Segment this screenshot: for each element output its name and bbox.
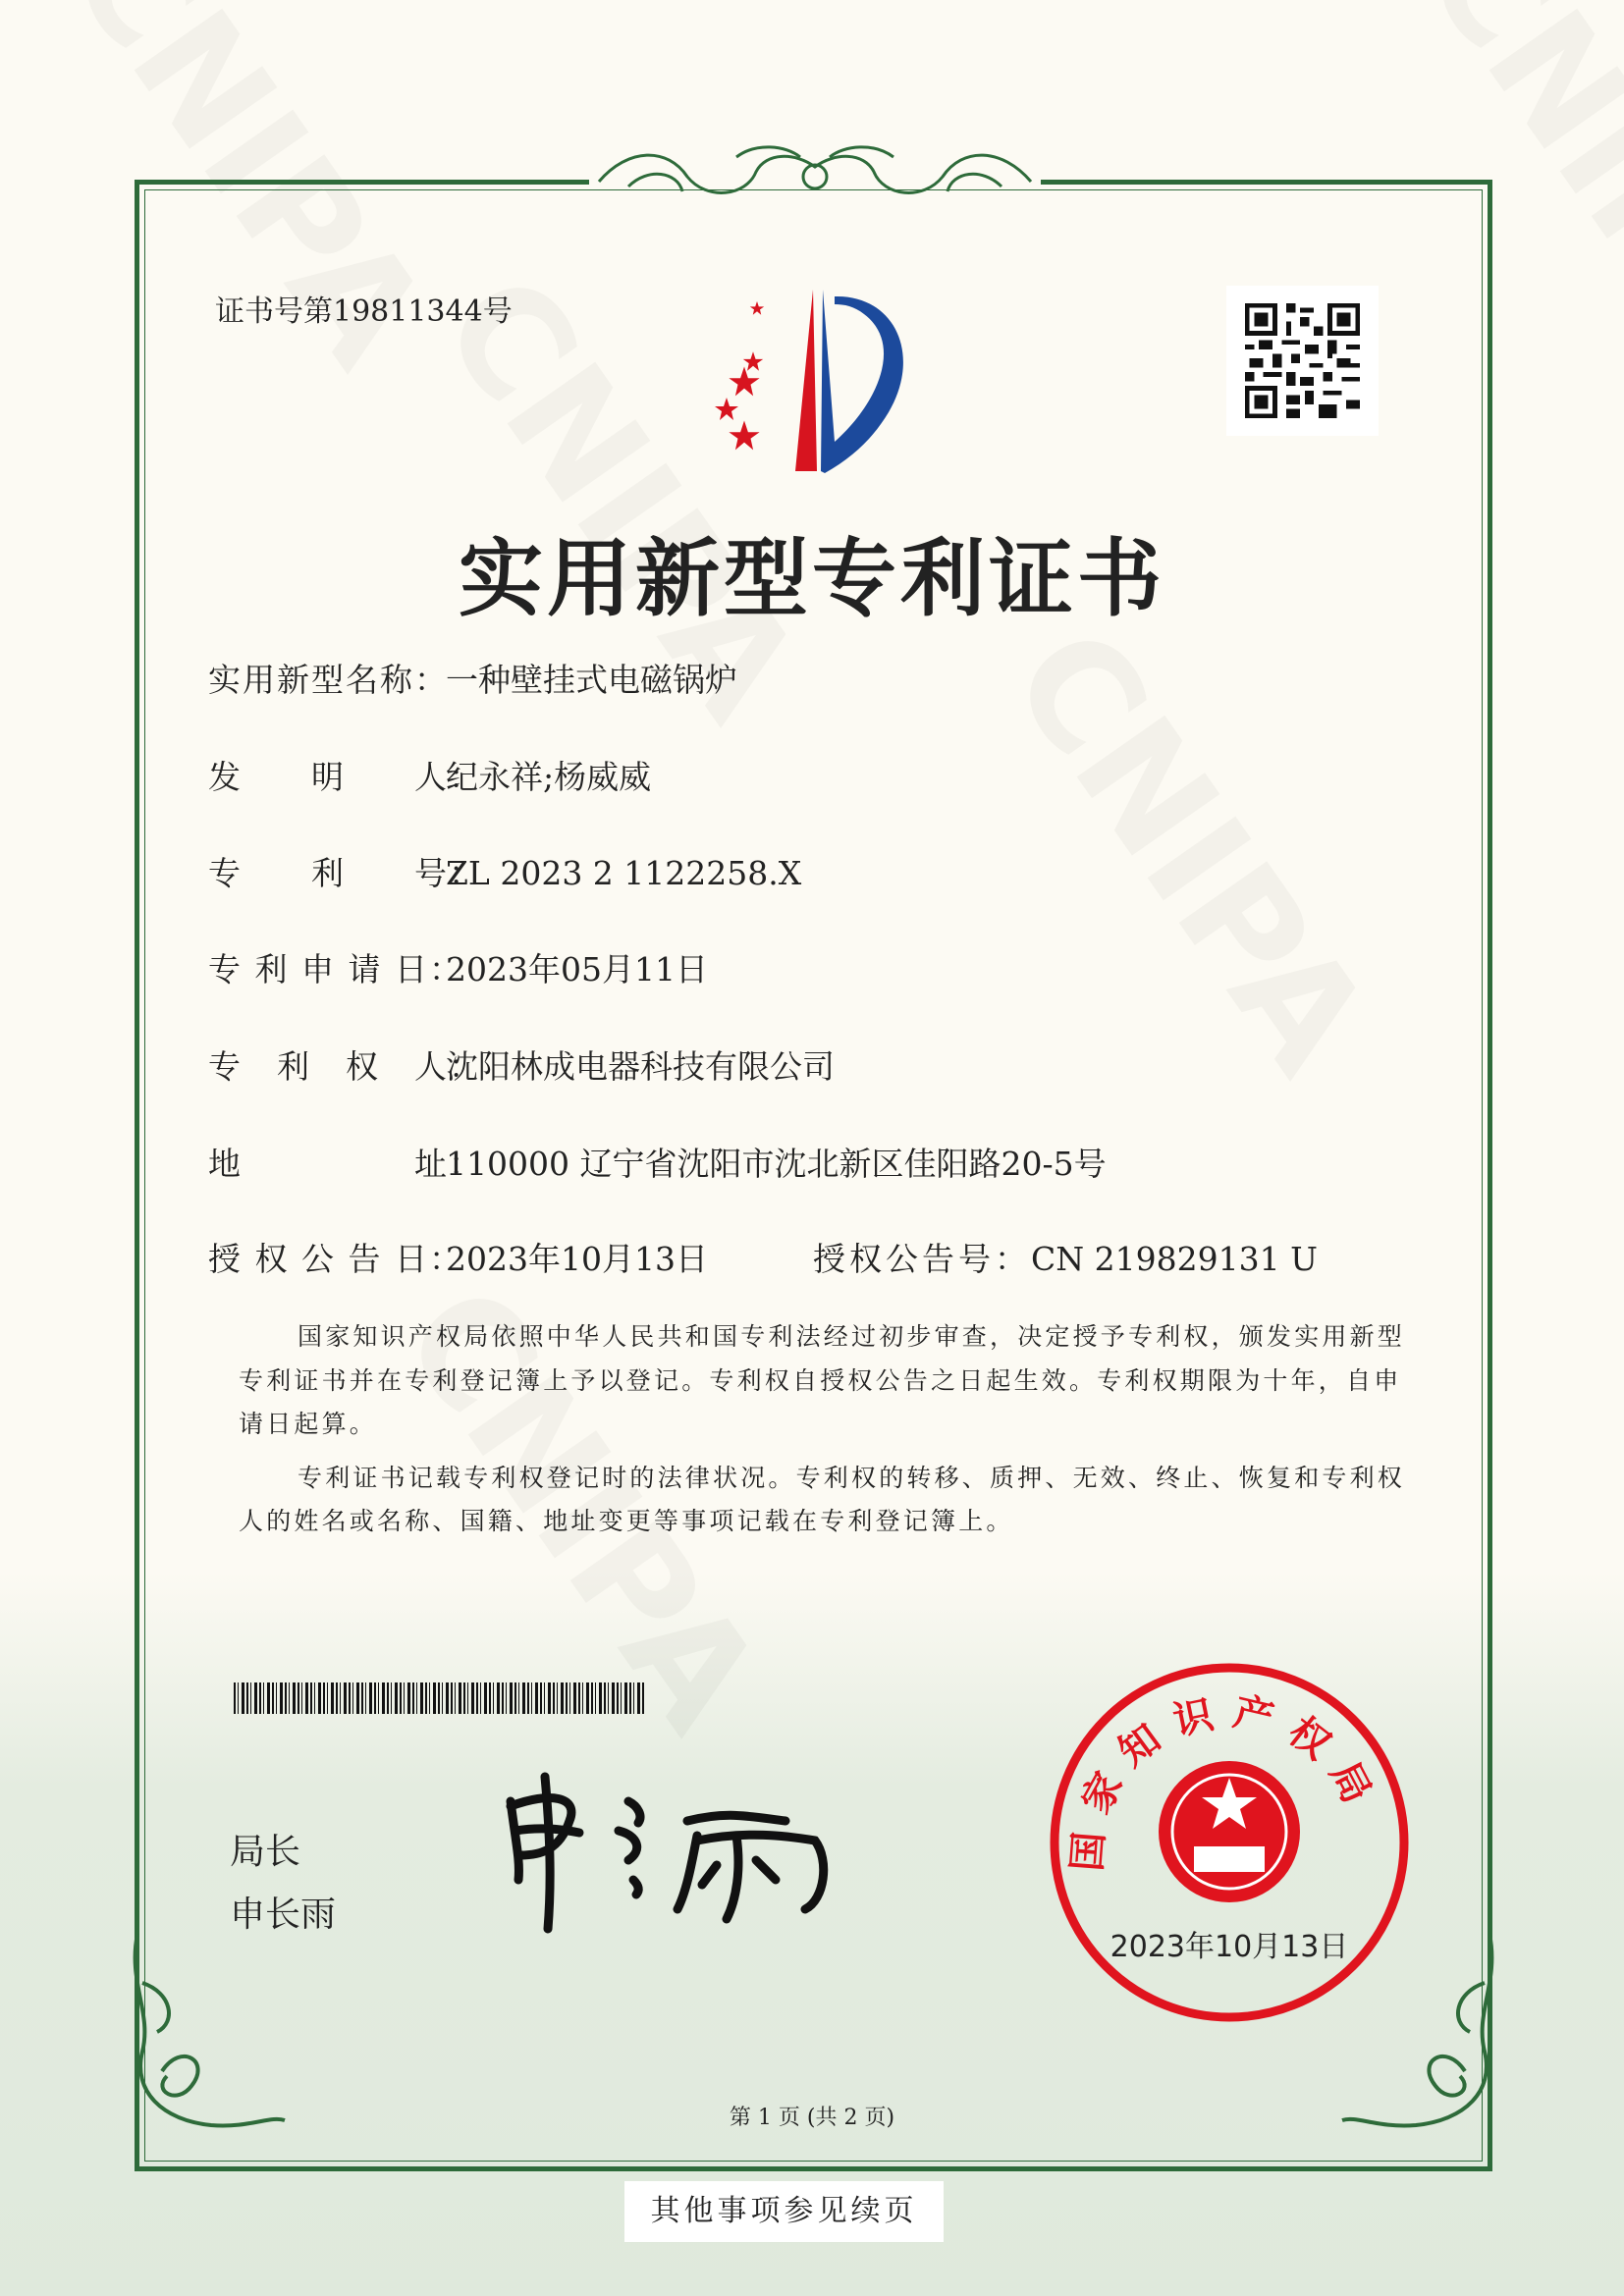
qr-code: [1226, 286, 1379, 436]
barcode: [234, 1682, 644, 1714]
statement-text: [239, 1315, 1417, 1544]
field-announcement-number: [813, 1234, 1318, 1280]
field-utility-model-name: [208, 655, 737, 701]
field-label: 授权公告号：: [813, 1240, 1031, 1278]
field-patent-number: [208, 848, 801, 894]
field-value: 2023年05月11日: [446, 950, 708, 988]
field-value: 一种壁挂式电磁锅炉: [446, 661, 737, 699]
field-label: 地 址：: [208, 1145, 483, 1183]
field-patentee: [208, 1041, 835, 1088]
seal-date: 2023年10月13日: [1110, 1930, 1349, 1964]
field-value: CN 219829131 U: [1031, 1240, 1318, 1278]
page-indicator: 第 1 页 (共 2 页): [729, 2106, 895, 2130]
field-inventor: [208, 752, 651, 798]
certificate-number: 证书号第19811344号: [215, 294, 513, 329]
field-label: 专 利 号：: [208, 854, 483, 892]
field-value: 纪永祥;杨威威: [446, 758, 652, 796]
top-ornament-icon: [589, 137, 1041, 216]
field-application-date: [208, 944, 708, 990]
continuation-note: 其他事项参见续页: [624, 2181, 944, 2242]
field-value: 110000 辽宁省沈阳市沈北新区佳阳路20-5号: [446, 1145, 1107, 1183]
field-value: 沈阳林成电器科技有限公司: [446, 1047, 835, 1086]
field-label: 实用新型名称：: [208, 661, 449, 699]
director-title: 局长: [230, 1832, 301, 1872]
statement-paragraph: 专利证书记载专利权登记时的法律状况。专利权的转移、质押、无效、终止、恢复和专利权人的姓名或名称、国籍、地址变更等事项记载在专利登记簿上。: [239, 1463, 1406, 1535]
page-title: 实用新型专利证书: [459, 530, 1165, 628]
field-label: 专 利 申 请 日：: [208, 950, 463, 988]
seal-text: 国家知识产权局: [1064, 1688, 1387, 1873]
director-signature: [491, 1762, 844, 1939]
field-label: 授 权 公 告 日：: [208, 1240, 463, 1278]
director-name: 申长雨: [230, 1895, 337, 1935]
statement-paragraph: 国家知识产权局依照中华人民共和国专利法经过初步审查，决定授予专利权，颁发实用新型专利证书并在专利登记簿上予以登记。专利权自授权公告之日起生效。专利权期限为十年，自申请日起算。: [239, 1322, 1406, 1438]
official-seal: [1047, 1660, 1412, 2025]
field-address: [208, 1139, 1107, 1185]
field-value: 2023年10月13日: [446, 1240, 708, 1278]
field-label: 发 明 人：: [208, 758, 483, 796]
field-label: 专 利 权 人：: [208, 1047, 483, 1086]
cnipa-logo-icon: [697, 285, 943, 481]
field-grant-announcement-date: [208, 1234, 708, 1280]
field-value: ZL 2023 2 1122258.X: [446, 854, 802, 892]
